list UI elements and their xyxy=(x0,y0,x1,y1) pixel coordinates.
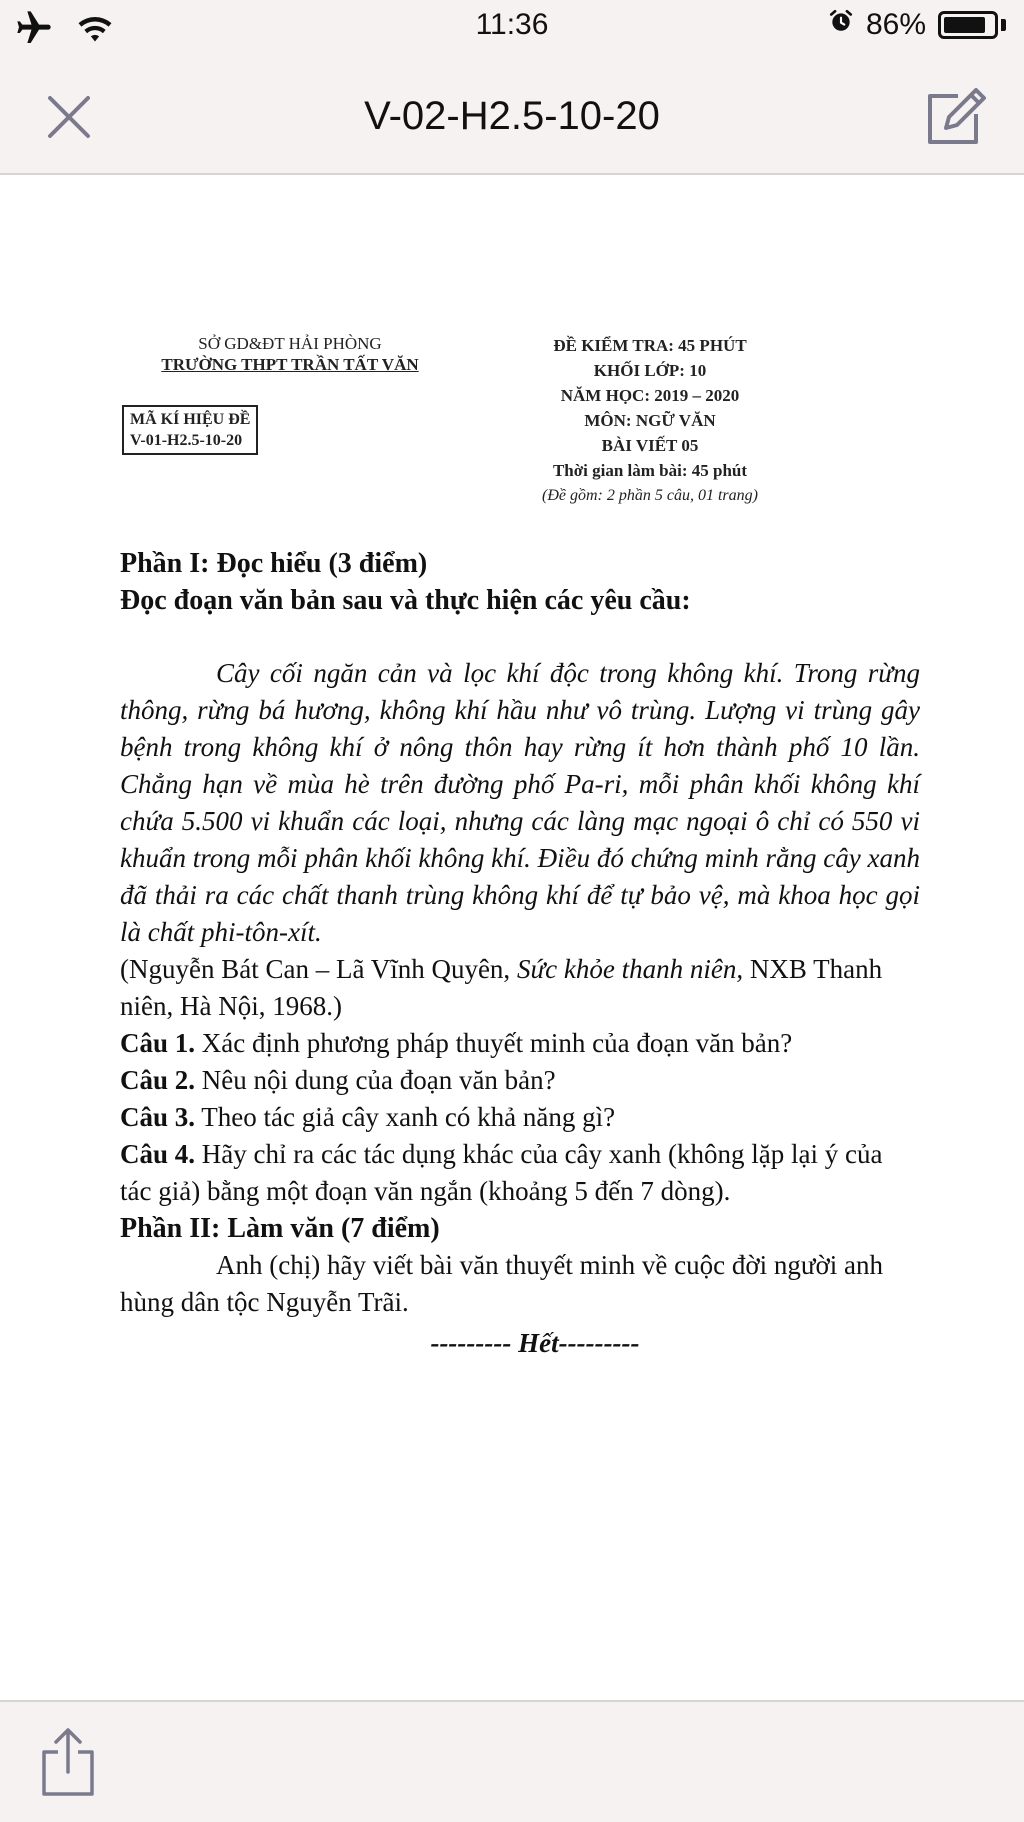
question-text: Hãy chỉ ra các tác dụng khác của cây xanh (không lặp lại ý của tác giả) bằng một đoạn văn ngắn (khoảng 5 đến 7 dòng). xyxy=(120,1139,883,1206)
battery-percent: 86% xyxy=(865,8,926,41)
exam-note: (Đề gồm: 2 phần 5 câu, 01 trang) xyxy=(542,487,758,504)
question-label: Câu 1. xyxy=(120,1028,196,1058)
question-3 xyxy=(120,1099,920,1136)
alarm-icon xyxy=(828,8,854,42)
reading-passage: Cây cối ngăn cản và lọc khí độc trong không khí. Trong rừng thông, rừng bá hương, không khí hầu như vô trùng. Lượng vi trùng gây bệnh trong không khí ở nông thôn hay rừng ít hơn thành phố 10 lần. Chẳng hạn về mùa hè trên đường phố Pa-ri, mỗi phân khối không khí chứa 5.500 vi khuẩn các loại, nhưng các làng mạc ngoại ô chỉ có 550 vi khuẩn trong mỗi phân khối không khí. Điều đó chứng minh rằng cây xanh đã thải ra các chất thanh trùng không khí để tự bảo vệ, mà khoa học gọi là chất phi-tôn-xít. xyxy=(120,658,920,947)
reading-instruction: Đọc đoạn văn bản sau và thực hiện các yêu cầu: xyxy=(120,585,691,616)
share-button[interactable] xyxy=(38,1726,98,1798)
exam-assignment: BÀI VIẾT 05 xyxy=(601,436,699,455)
end-marker: --------- Hết--------- xyxy=(430,1328,640,1358)
question-label: Câu 3. xyxy=(120,1102,196,1132)
status-right xyxy=(828,8,1006,42)
exam-subject: MÔN: NGỮ VĂN xyxy=(584,411,716,430)
citation xyxy=(120,951,920,1025)
document-page[interactable] xyxy=(0,175,1024,1700)
essay-prompt: Anh (chị) hãy viết bài văn thuyết minh về cuộc đời người anh hùng dân tộc Nguyễn Trãi. xyxy=(120,1250,884,1317)
question-1 xyxy=(120,1025,920,1062)
citation-book: Sức khỏe thanh niên, xyxy=(516,954,744,984)
part2-title: Phần II: Làm văn (7 điểm) xyxy=(120,1213,440,1244)
battery-level xyxy=(944,17,985,33)
exam-code-label: MÃ KÍ HIỆU ĐỀ xyxy=(130,411,251,428)
nav-bar xyxy=(0,60,1024,175)
status-time: 11:36 xyxy=(475,8,549,41)
question-label: Câu 2. xyxy=(120,1065,196,1095)
status-bar xyxy=(0,0,1024,60)
close-icon xyxy=(40,88,98,146)
battery-icon xyxy=(938,11,998,39)
close-button[interactable] xyxy=(40,88,98,146)
exam-duration: Thời gian làm bài: 45 phút xyxy=(552,461,748,480)
header-left xyxy=(120,333,460,375)
question-label: Câu 4. xyxy=(120,1139,196,1169)
header-right xyxy=(440,333,860,508)
exam-body xyxy=(120,545,920,1362)
bottom-toolbar xyxy=(0,1700,1024,1822)
question-4 xyxy=(120,1136,920,1210)
battery-nub xyxy=(1001,19,1006,31)
exam-code-value: V-01-H2.5-10-20 xyxy=(130,432,243,449)
edit-button[interactable] xyxy=(920,82,990,152)
question-text: Xác định phương pháp thuyết minh của đoạn văn bản? xyxy=(201,1028,793,1058)
question-text: Nêu nội dung của đoạn văn bản? xyxy=(201,1065,556,1095)
share-icon xyxy=(38,1726,98,1798)
question-text: Theo tác giả cây xanh có khả năng gì? xyxy=(201,1102,616,1132)
exam-school-year: NĂM HỌC: 2019 – 2020 xyxy=(560,386,740,405)
part1-title: Phần I: Đọc hiểu (3 điểm) xyxy=(120,548,428,579)
citation-suffix: NXB Thanh niên, Hà Nội, 1968.) xyxy=(120,954,883,1021)
edit-icon xyxy=(920,82,990,152)
document-title: V-02-H2.5-10-20 xyxy=(364,94,660,138)
exam-grade: KHỐI LỚP: 10 xyxy=(593,361,707,380)
exam-code-box xyxy=(122,405,258,455)
citation-prefix: (Nguyễn Bát Can – Lã Vĩnh Quyên, xyxy=(120,954,511,984)
exam-title: ĐỀ KIỂM TRA: 45 PHÚT xyxy=(553,336,747,355)
department-name: SỞ GD&ĐT HẢI PHÒNG xyxy=(198,334,382,353)
question-2 xyxy=(120,1062,920,1099)
school-name: TRƯỜNG THPT TRẦN TẤT VĂN xyxy=(161,355,419,374)
